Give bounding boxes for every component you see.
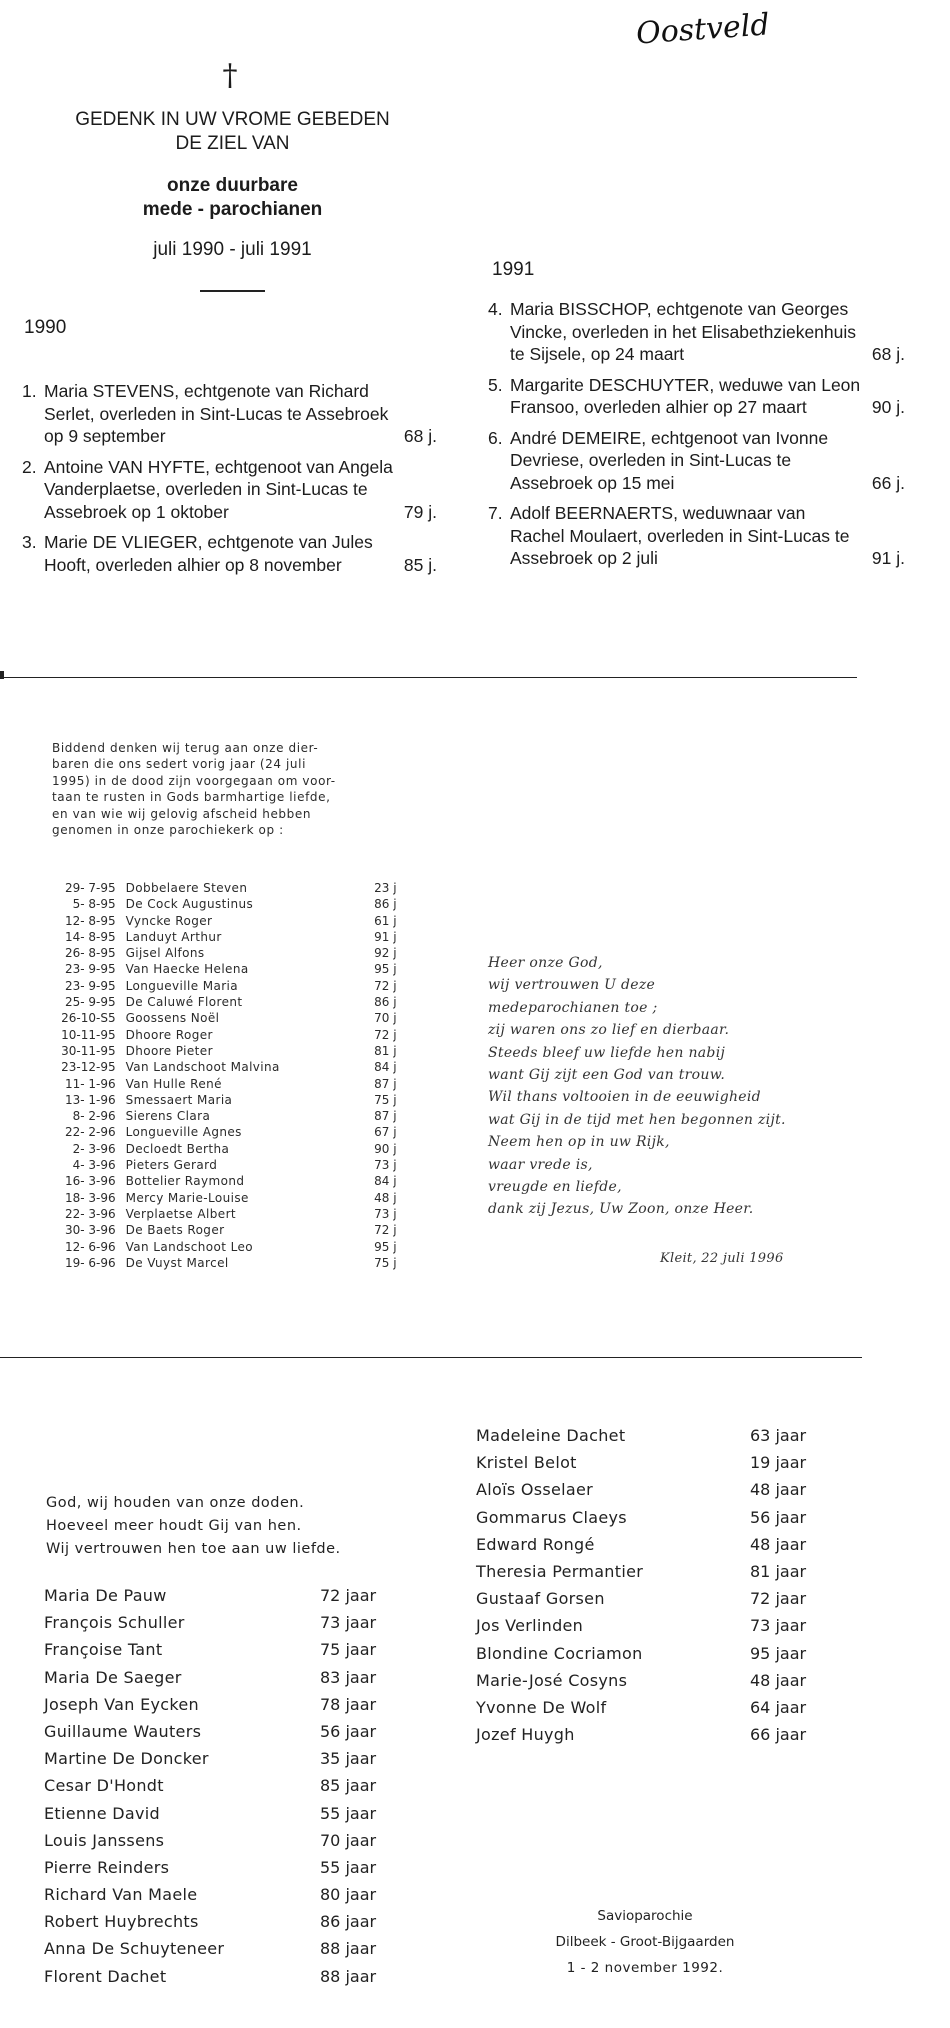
death-date: 18- 3-96: [64, 1190, 116, 1205]
person-age: 35 jaar: [320, 1749, 377, 1769]
death-date: 12- 6-96: [64, 1239, 116, 1254]
person-age: 88 jaar: [320, 1939, 377, 1959]
card1-subtitle-1: onze duurbare: [167, 175, 298, 196]
entry-line-text: Hooft, overleden alhier op 8 november: [44, 554, 342, 575]
obituary-entry: [488, 298, 905, 366]
death-name: Van Hulle René: [125, 1076, 222, 1091]
death-age: 72 j: [374, 1223, 397, 1238]
entry-text: [44, 380, 437, 448]
death-date: 14- 8-95: [64, 929, 116, 944]
entry-number: 6.: [488, 427, 503, 448]
entry-line: [510, 321, 905, 344]
intro-line: taan te rusten in Gods barmhartige liefde,: [52, 790, 331, 805]
obituary-entry: [488, 427, 905, 495]
name-row: [476, 1694, 816, 1721]
entry-text: [510, 298, 905, 366]
death-name: Decloedt Bertha: [125, 1141, 230, 1156]
death-row: [44, 929, 404, 945]
prayer-line: medeparochianen toe ;: [488, 999, 658, 1016]
person-name: Madeleine Dachet: [476, 1426, 626, 1445]
death-name: Dhoore Pieter: [125, 1043, 213, 1058]
footer-location: Dilbeek - Groot-Bijgaarden: [555, 1934, 735, 1950]
death-name: Van Haecke Helena: [125, 962, 249, 977]
cross-symbol: †: [222, 58, 238, 93]
death-name: Verplaetse Albert: [125, 1206, 237, 1221]
name-row: [476, 1531, 816, 1558]
death-age: 95 j: [374, 1239, 397, 1254]
person-name: Theresia Permantier: [476, 1561, 644, 1581]
name-row: [476, 1612, 816, 1639]
death-name: Pieters Gerard: [125, 1158, 218, 1173]
name-row: [476, 1721, 816, 1748]
death-name: De Caluwé Florent: [125, 995, 243, 1010]
person-age: 48 jaar: [750, 1480, 807, 1500]
death-age: 75 j: [374, 1092, 397, 1107]
death-row: [44, 1173, 404, 1189]
entry-line-text: Vanderplaetse, overleden in Sint-Lucas te: [44, 479, 368, 499]
death-name: Gijsel Alfons: [125, 946, 205, 961]
person-age: 95 jaar: [750, 1643, 807, 1663]
death-age: 87 j: [374, 1076, 397, 1091]
name-row: [44, 1691, 384, 1718]
entry-number: 1.: [22, 381, 37, 401]
handwritten-annotation: Oostveld: [634, 7, 771, 52]
person-age: 73 jaar: [320, 1613, 377, 1633]
obituary-entry: [488, 502, 905, 570]
death-age: 67 j: [374, 1125, 397, 1140]
death-date: 11- 1-96: [64, 1076, 116, 1091]
prayer-line: wij vertrouwen U deze: [488, 977, 656, 994]
death-date: 2- 3-96: [72, 1141, 116, 1156]
name-row: [44, 1827, 384, 1854]
death-name: Mercy Marie-Louise: [125, 1190, 249, 1205]
death-row: [44, 1108, 404, 1124]
entry-text: [510, 374, 905, 419]
death-date: 23- 9-95: [64, 978, 116, 993]
person-name: Gommarus Claeys: [476, 1507, 627, 1527]
death-name: Van Landschoot Malvina: [125, 1060, 280, 1075]
entry-line-text: Devriese, overleden in Sint-Lucas te: [510, 450, 792, 470]
death-age: 72 j: [374, 978, 397, 993]
death-name: Longueville Maria: [125, 978, 239, 993]
person-age: 55 jaar: [320, 1857, 377, 1877]
entry-line-text: Rachel Moulaert, overleden in Sint-Lucas te: [510, 525, 850, 546]
prayer-line: vreugde en liefde,: [488, 1179, 622, 1196]
death-age: 75 j: [374, 1255, 397, 1270]
person-name: Jozef Huygh: [476, 1725, 575, 1745]
name-row: [44, 1718, 384, 1745]
name-row: [44, 1772, 384, 1799]
person-age: 48 jaar: [750, 1534, 807, 1554]
person-name: Joseph Van Eycken: [44, 1694, 199, 1714]
person-age: 19 jaar: [750, 1453, 807, 1473]
name-row: [44, 1636, 384, 1663]
card-2: [0, 680, 950, 1360]
entry-line-text: op 9 september: [44, 426, 166, 446]
prayer-text: [488, 952, 818, 1221]
name-row: [44, 1854, 384, 1881]
intro-line: Biddend denken wij terug aan onze dier-: [52, 741, 319, 755]
entry-age: 79 j.: [403, 501, 437, 522]
entry-age: 68 j.: [871, 344, 905, 364]
death-list: [44, 880, 404, 1271]
name-row: [44, 1609, 384, 1636]
obituary-entry: [22, 380, 437, 448]
prayer-line: zij waren ons zo lief en dierbaar.: [488, 1022, 730, 1039]
name-row: [44, 1881, 384, 1908]
year-1991: 1991: [492, 259, 535, 280]
death-age: 73 j: [374, 1206, 397, 1221]
death-row: [44, 978, 404, 994]
entry-line: [510, 396, 905, 419]
name-row: [44, 1800, 384, 1827]
person-name: Anna De Schuyteneer: [44, 1939, 225, 1959]
death-row: [44, 1124, 404, 1140]
entry-line-text: Margarite DESCHUYTER, weduwe van Leon: [510, 374, 861, 395]
death-date: 23-12-95: [61, 1060, 116, 1075]
death-date: 8- 2-96: [72, 1109, 116, 1124]
card1-title-2: DE ZIEL VAN: [175, 133, 290, 154]
death-row: [44, 945, 404, 961]
death-row: [44, 961, 404, 977]
death-row: [44, 1059, 404, 1075]
death-name: Vyncke Roger: [125, 913, 213, 928]
person-name: Louis Janssens: [44, 1830, 165, 1850]
death-name: Dobbelaere Steven: [125, 881, 248, 895]
year-1990: 1990: [24, 317, 67, 338]
death-age: 84 j: [374, 1174, 397, 1189]
person-name: Cesar D'Hondt: [44, 1776, 164, 1796]
death-date: 13- 1-96: [64, 1092, 116, 1107]
death-row: [44, 1255, 404, 1271]
person-name: Françoise Tant: [44, 1640, 163, 1660]
name-row: [476, 1640, 816, 1667]
name-row: [44, 1745, 384, 1772]
entry-line: [44, 478, 437, 501]
person-age: 56 jaar: [320, 1721, 377, 1741]
card1-subtitle-2: mede - parochianen: [142, 199, 323, 220]
death-age: 72 j: [374, 1027, 397, 1042]
card-1: [0, 0, 950, 640]
entry-text: [510, 502, 905, 570]
death-age: 61 j: [374, 913, 397, 928]
name-row: [44, 1664, 384, 1691]
entries-right: [488, 298, 905, 578]
person-name: Aloïs Osselaer: [476, 1480, 594, 1500]
person-age: 75 jaar: [320, 1640, 377, 1660]
person-name: Edward Rongé: [476, 1534, 595, 1554]
person-name: Maria De Pauw: [44, 1586, 167, 1605]
name-list-right: [476, 1422, 816, 1748]
entry-line: [510, 449, 905, 472]
name-list-left: [44, 1582, 384, 1990]
intro-line: Hoeveel meer houdt Gij van hen.: [46, 1518, 302, 1534]
entry-line-text: Maria STEVENS, echtgenote van Richard: [44, 381, 369, 401]
death-date: 30-11-95: [61, 1043, 116, 1058]
death-row: [44, 1190, 404, 1206]
death-row: [44, 1010, 404, 1026]
entry-line: [510, 525, 905, 548]
person-age: 73 jaar: [750, 1616, 807, 1636]
death-name: Bottelier Raymond: [125, 1174, 245, 1189]
death-name: Landuyt Arthur: [125, 929, 222, 944]
entry-line: [510, 547, 905, 570]
prayer-line: wat Gij in de tijd met hen begonnen zijt.: [488, 1111, 786, 1128]
entry-line-text: Vincke, overleden in het Elisabethziekenhuis: [510, 321, 857, 342]
prayer-line: Steeds bleef uw liefde hen nabij: [488, 1044, 726, 1061]
prayer-line: Heer onze God,: [488, 955, 603, 971]
death-age: 86 j: [374, 897, 397, 912]
entry-line: [510, 298, 905, 321]
name-row: [44, 1935, 384, 1962]
intro-line: baren die ons sedert vorig jaar (24 juli: [52, 757, 306, 772]
card-3: [0, 1360, 950, 2028]
person-age: 81 jaar: [750, 1561, 807, 1581]
obituary-entry: [488, 374, 905, 419]
person-name: François Schuller: [44, 1613, 185, 1633]
entry-line: [44, 403, 437, 426]
footer-date: 1 - 2 november 1992.: [566, 1960, 724, 1976]
name-row: [476, 1504, 816, 1531]
name-row: [476, 1476, 816, 1503]
entry-text: [510, 427, 905, 495]
person-age: 72 jaar: [750, 1589, 807, 1609]
person-name: Gustaaf Gorsen: [476, 1589, 605, 1609]
death-name: Longueville Agnes: [125, 1125, 242, 1140]
entry-line: [510, 374, 905, 397]
death-name: Dhoore Roger: [125, 1027, 213, 1042]
death-name: Smessaert Maria: [125, 1092, 233, 1107]
death-date: 22- 3-96: [64, 1206, 116, 1221]
entry-text: [44, 456, 437, 524]
death-age: 95 j: [374, 962, 397, 977]
entry-line: [44, 501, 437, 524]
person-age: 63 jaar: [750, 1426, 807, 1445]
name-row: [476, 1667, 816, 1694]
death-age: 86 j: [374, 995, 397, 1010]
death-age: 87 j: [374, 1109, 397, 1124]
prayer-line: Neem hen op in uw Rijk,: [488, 1134, 670, 1151]
death-row: [44, 1206, 404, 1222]
person-name: Robert Huybrechts: [44, 1912, 199, 1932]
prayer-line: want Gij zijt een God van trouw.: [488, 1067, 726, 1084]
person-name: Yvonne De Wolf: [476, 1697, 607, 1717]
prayer-line: waar vrede is,: [488, 1156, 593, 1173]
death-row: [44, 994, 404, 1010]
entry-line-text: Adolf BEERNAERTS, weduwnaar van: [510, 503, 806, 523]
person-age: 78 jaar: [320, 1694, 377, 1714]
death-row: [44, 1157, 404, 1173]
person-age: 64 jaar: [750, 1697, 807, 1717]
entry-number: 7.: [488, 503, 503, 523]
death-date: 5- 8-95: [72, 897, 116, 912]
death-date: 29- 7-95: [64, 881, 116, 895]
person-age: 86 jaar: [320, 1912, 377, 1932]
prayer-line: Wil thans voltooien in de eeuwigheid: [488, 1089, 761, 1106]
entry-line: [44, 425, 437, 448]
footer-parish: Savioparochie: [597, 1908, 693, 1924]
card2-intro: [52, 740, 387, 838]
death-name: De Baets Roger: [125, 1223, 225, 1238]
card1-title-1: GEDENK IN UW VROME GEBEDEN: [75, 109, 390, 130]
entry-line-text: Assebroek op 1 oktober: [44, 501, 229, 522]
entry-line: [44, 531, 437, 554]
death-date: 26- 8-95: [64, 946, 116, 961]
death-date: 16- 3-96: [64, 1174, 116, 1189]
entries-left: [22, 380, 437, 584]
person-name: Etienne David: [44, 1803, 160, 1823]
death-age: 73 j: [374, 1158, 397, 1173]
death-row: [44, 913, 404, 929]
death-name: Sierens Clara: [125, 1109, 211, 1124]
entry-number: 3.: [22, 532, 37, 552]
entry-line-text: Serlet, overleden in Sint-Lucas te Assebroek: [44, 403, 389, 424]
death-age: 23 j: [374, 881, 397, 895]
death-date: 25- 9-95: [64, 995, 116, 1010]
period-underline: [200, 290, 265, 292]
death-row: [44, 1043, 404, 1059]
death-date: 4- 3-96: [72, 1158, 116, 1173]
entry-line-text: Maria BISSCHOP, echtgenote van Georges: [510, 299, 849, 319]
name-row: [44, 1963, 384, 1990]
entry-number: 2.: [22, 456, 37, 477]
obituary-entry: [22, 456, 437, 524]
entry-line-text: Antoine VAN HYFTE, echtgenoot van Angela: [44, 456, 393, 477]
person-age: 56 jaar: [750, 1507, 807, 1527]
name-row: [476, 1422, 816, 1449]
entry-number: 5.: [488, 374, 503, 395]
intro-line: Wij vertrouwen hen toe aan uw liefde.: [46, 1541, 341, 1557]
death-date: 19- 6-96: [64, 1255, 116, 1270]
death-date: 10-11-95: [61, 1027, 116, 1042]
entry-line: [44, 380, 437, 403]
death-age: 81 j: [374, 1043, 397, 1058]
death-row: [44, 1027, 404, 1043]
entry-line: [510, 472, 905, 495]
entry-number: 4.: [488, 299, 503, 319]
obituary-entry: [22, 531, 437, 576]
place-date: Kleit, 22 juli 1996: [660, 1251, 784, 1266]
intro-line: en van wie wij gelovig afscheid hebben: [52, 806, 312, 821]
person-name: Blondine Cocriamon: [476, 1643, 643, 1663]
death-row: [44, 1141, 404, 1157]
divider-2: [0, 1357, 862, 1358]
entry-age: 90 j.: [871, 397, 905, 417]
intro-line: 1995) in de dood zijn voorgegaan om voor-: [52, 773, 336, 788]
divider-1: [0, 677, 857, 678]
card3-intro: [46, 1492, 341, 1561]
entry-line: [510, 502, 905, 525]
divider-1-tick: [0, 671, 4, 679]
death-date: 26-10-S5: [61, 1011, 116, 1026]
person-name: Marie-José Cosyns: [476, 1670, 628, 1690]
entry-line-text: Fransoo, overleden alhier op 27 maart: [510, 397, 807, 417]
intro-line: genomen in onze parochiekerk op :: [52, 823, 284, 838]
death-row: [44, 1076, 404, 1092]
person-age: 80 jaar: [320, 1885, 377, 1905]
death-date: 12- 8-95: [64, 913, 116, 928]
person-age: 66 jaar: [750, 1725, 807, 1745]
death-date: 30- 3-96: [64, 1223, 116, 1238]
person-name: Florent Dachet: [44, 1966, 167, 1986]
death-name: De Cock Augustinus: [125, 897, 254, 912]
name-row: [476, 1558, 816, 1585]
entry-age: 91 j.: [871, 548, 905, 568]
name-row: [476, 1449, 816, 1476]
person-name: Maria De Saeger: [44, 1667, 182, 1687]
entry-line: [44, 456, 437, 479]
death-age: 90 j: [374, 1141, 397, 1156]
entry-line: [510, 427, 905, 450]
death-name: Goossens Noël: [125, 1011, 220, 1026]
death-row: [44, 896, 404, 912]
entry-line-text: Assebroek op 2 juli: [510, 548, 658, 568]
entry-age: 85 j.: [403, 554, 437, 575]
entry-line-text: Assebroek op 15 mei: [510, 472, 675, 493]
entry-line-text: te Sijsele, op 24 maart: [510, 344, 685, 364]
person-age: 85 jaar: [320, 1776, 377, 1796]
name-row: [476, 1585, 816, 1612]
death-age: 84 j: [374, 1060, 397, 1075]
death-row: [44, 1092, 404, 1108]
entry-text: [44, 531, 437, 576]
entry-line: [510, 343, 905, 366]
death-age: 70 j: [374, 1011, 397, 1026]
entry-line-text: Marie DE VLIEGER, echtgenote van Jules: [44, 532, 373, 552]
entry-age: 66 j.: [871, 472, 905, 493]
entry-age: 68 j.: [403, 426, 437, 446]
person-age: 88 jaar: [320, 1966, 377, 1986]
death-row: [44, 1222, 404, 1238]
person-age: 70 jaar: [320, 1830, 377, 1850]
death-row: [44, 880, 404, 896]
death-date: 22- 2-96: [64, 1125, 116, 1140]
person-name: Guillaume Wauters: [44, 1721, 202, 1741]
person-age: 72 jaar: [320, 1586, 377, 1605]
death-age: 92 j: [374, 946, 397, 961]
death-date: 23- 9-95: [64, 962, 116, 977]
entry-line-text: André DEMEIRE, echtgenoot van Ivonne: [510, 427, 829, 448]
person-age: 55 jaar: [320, 1803, 377, 1823]
death-name: Van Landschoot Leo: [125, 1239, 253, 1254]
person-age: 48 jaar: [750, 1670, 807, 1690]
person-name: Pierre Reinders: [44, 1857, 170, 1877]
intro-line: God, wij houden van onze doden.: [46, 1495, 305, 1511]
entry-line: [44, 554, 437, 577]
card1-period: juli 1990 - juli 1991: [153, 239, 312, 260]
death-row: [44, 1239, 404, 1255]
death-age: 48 j: [374, 1190, 397, 1205]
person-name: Martine De Doncker: [44, 1749, 209, 1769]
prayer-line: dank zij Jezus, Uw Zoon, onze Heer.: [488, 1201, 754, 1218]
person-name: Kristel Belot: [476, 1453, 577, 1473]
person-name: Richard Van Maele: [44, 1885, 198, 1905]
name-row: [44, 1582, 384, 1609]
name-row: [44, 1908, 384, 1935]
death-name: De Vuyst Marcel: [125, 1255, 229, 1270]
person-age: 83 jaar: [320, 1667, 377, 1687]
person-name: Jos Verlinden: [476, 1616, 584, 1636]
death-age: 91 j: [374, 929, 397, 944]
